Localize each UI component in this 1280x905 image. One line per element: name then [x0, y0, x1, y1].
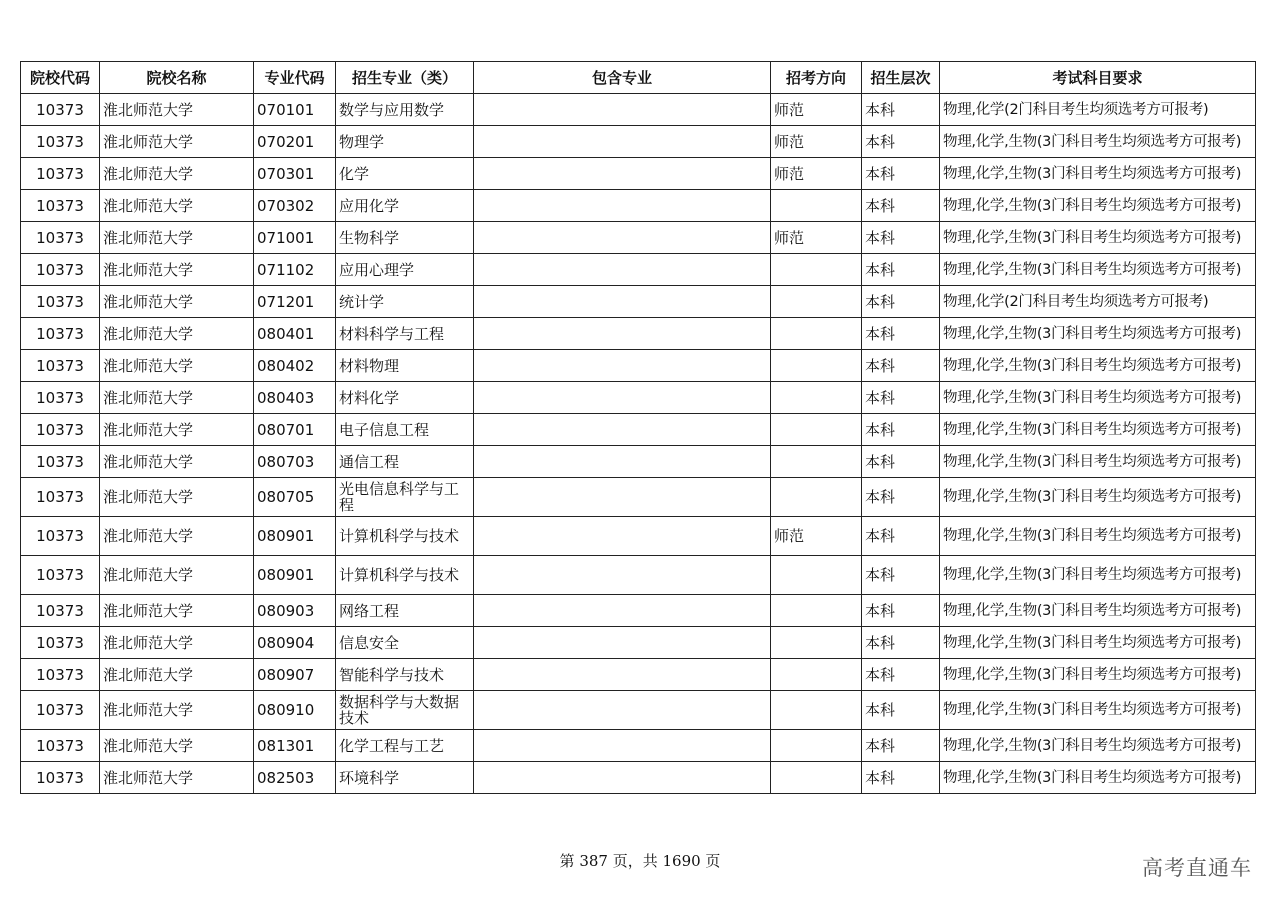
cell-requirement: 物理,化学,生物(3门科目考生均须选考方可报考): [940, 691, 1256, 730]
cell-major: 材料物理: [336, 350, 474, 382]
cell-school-code: 10373: [21, 158, 100, 190]
cell-requirement: 物理,化学,生物(3门科目考生均须选考方可报考): [940, 190, 1256, 222]
cell-level: 本科: [862, 446, 940, 478]
cell-major-code: 080904: [254, 627, 336, 659]
cell-requirement: 物理,化学,生物(3门科目考生均须选考方可报考): [940, 478, 1256, 517]
cell-direction: [771, 190, 862, 222]
header-level: 招生层次: [862, 62, 940, 94]
cell-includes: [474, 350, 771, 382]
cell-school-code: 10373: [21, 350, 100, 382]
cell-direction: [771, 254, 862, 286]
table-row: [21, 414, 1256, 446]
table-row: [21, 158, 1256, 190]
cell-school-code: 10373: [21, 414, 100, 446]
cell-level: 本科: [862, 254, 940, 286]
header-includes: 包含专业: [474, 62, 771, 94]
cell-includes: [474, 691, 771, 730]
cell-school-name: 淮北师范大学: [100, 659, 254, 691]
cell-direction: 师范: [771, 517, 862, 556]
table-row: [21, 94, 1256, 126]
cell-major: 应用心理学: [336, 254, 474, 286]
cell-includes: [474, 627, 771, 659]
cell-direction: [771, 627, 862, 659]
cell-includes: [474, 382, 771, 414]
cell-major-code: 080907: [254, 659, 336, 691]
cell-major-code: 071001: [254, 222, 336, 254]
cell-requirement: 物理,化学,生物(3门科目考生均须选考方可报考): [940, 318, 1256, 350]
table-row: [21, 627, 1256, 659]
cell-school-name: 淮北师范大学: [100, 318, 254, 350]
cell-requirement: 物理,化学,生物(3门科目考生均须选考方可报考): [940, 222, 1256, 254]
cell-school-name: 淮北师范大学: [100, 254, 254, 286]
table-row: [21, 190, 1256, 222]
table-row: [21, 556, 1256, 595]
cell-major: 通信工程: [336, 446, 474, 478]
cell-major: 材料化学: [336, 382, 474, 414]
table-row: [21, 446, 1256, 478]
cell-major: 光电信息科学与工程: [336, 478, 474, 517]
cell-direction: [771, 446, 862, 478]
cell-direction: [771, 762, 862, 794]
cell-school-code: 10373: [21, 595, 100, 627]
cell-major-code: 070302: [254, 190, 336, 222]
header-row: [21, 62, 1256, 94]
cell-major-code: 080403: [254, 382, 336, 414]
cell-level: 本科: [862, 158, 940, 190]
table-body: [21, 94, 1256, 794]
cell-requirement: 物理,化学,生物(3门科目考生均须选考方可报考): [940, 126, 1256, 158]
cell-school-code: 10373: [21, 478, 100, 517]
cell-major: 网络工程: [336, 595, 474, 627]
cell-major: 智能科学与技术: [336, 659, 474, 691]
cell-requirement: 物理,化学,生物(3门科目考生均须选考方可报考): [940, 595, 1256, 627]
cell-school-name: 淮北师范大学: [100, 556, 254, 595]
cell-includes: [474, 478, 771, 517]
cell-includes: [474, 158, 771, 190]
cell-major-code: 070101: [254, 94, 336, 126]
cell-major: 计算机科学与技术: [336, 517, 474, 556]
cell-school-code: 10373: [21, 222, 100, 254]
cell-major-code: 080703: [254, 446, 336, 478]
header-direction: 招考方向: [771, 62, 862, 94]
admissions-table: [20, 61, 1256, 794]
cell-school-code: 10373: [21, 627, 100, 659]
cell-school-code: 10373: [21, 517, 100, 556]
cell-major: 物理学: [336, 126, 474, 158]
cell-direction: [771, 382, 862, 414]
cell-includes: [474, 318, 771, 350]
cell-major: 化学: [336, 158, 474, 190]
cell-level: 本科: [862, 318, 940, 350]
header-major-code: 专业代码: [254, 62, 336, 94]
cell-direction: [771, 730, 862, 762]
header-school-name: 院校名称: [100, 62, 254, 94]
cell-requirement: 物理,化学,生物(3门科目考生均须选考方可报考): [940, 158, 1256, 190]
cell-school-code: 10373: [21, 556, 100, 595]
cell-school-name: 淮北师范大学: [100, 478, 254, 517]
cell-requirement: 物理,化学,生物(3门科目考生均须选考方可报考): [940, 350, 1256, 382]
cell-major: 环境科学: [336, 762, 474, 794]
cell-requirement: 物理,化学,生物(3门科目考生均须选考方可报考): [940, 254, 1256, 286]
cell-major-code: 082503: [254, 762, 336, 794]
cell-school-name: 淮北师范大学: [100, 350, 254, 382]
cell-school-code: 10373: [21, 126, 100, 158]
cell-school-name: 淮北师范大学: [100, 414, 254, 446]
cell-major-code: 080903: [254, 595, 336, 627]
table-row: [21, 126, 1256, 158]
cell-includes: [474, 286, 771, 318]
cell-major: 化学工程与工艺: [336, 730, 474, 762]
cell-requirement: 物理,化学,生物(3门科目考生均须选考方可报考): [940, 556, 1256, 595]
cell-major-code: 070201: [254, 126, 336, 158]
cell-requirement: 物理,化学,生物(3门科目考生均须选考方可报考): [940, 762, 1256, 794]
table-row: [21, 478, 1256, 517]
cell-school-name: 淮北师范大学: [100, 222, 254, 254]
cell-level: 本科: [862, 730, 940, 762]
cell-major: 材料科学与工程: [336, 318, 474, 350]
cell-includes: [474, 254, 771, 286]
header-major: 招生专业（类）: [336, 62, 474, 94]
cell-school-name: 淮北师范大学: [100, 730, 254, 762]
cell-requirement: 物理,化学,生物(3门科目考生均须选考方可报考): [940, 659, 1256, 691]
cell-major: 电子信息工程: [336, 414, 474, 446]
cell-school-name: 淮北师范大学: [100, 190, 254, 222]
cell-major: 信息安全: [336, 627, 474, 659]
cell-major-code: 071201: [254, 286, 336, 318]
table-row: [21, 286, 1256, 318]
cell-direction: [771, 286, 862, 318]
cell-level: 本科: [862, 350, 940, 382]
cell-direction: [771, 659, 862, 691]
cell-requirement: 物理,化学,生物(3门科目考生均须选考方可报考): [940, 382, 1256, 414]
table-row: [21, 350, 1256, 382]
cell-includes: [474, 762, 771, 794]
cell-major-code: 080701: [254, 414, 336, 446]
cell-direction: [771, 318, 862, 350]
cell-school-name: 淮北师范大学: [100, 627, 254, 659]
cell-includes: [474, 446, 771, 478]
cell-school-name: 淮北师范大学: [100, 158, 254, 190]
cell-includes: [474, 94, 771, 126]
cell-school-code: 10373: [21, 762, 100, 794]
cell-school-code: 10373: [21, 190, 100, 222]
cell-direction: [771, 414, 862, 446]
cell-includes: [474, 414, 771, 446]
page-number: 第 387 页，共 1690 页: [559, 852, 721, 870]
table-row: [21, 382, 1256, 414]
cell-direction: [771, 556, 862, 595]
cell-requirement: 物理,化学,生物(3门科目考生均须选考方可报考): [940, 517, 1256, 556]
cell-level: 本科: [862, 190, 940, 222]
table-row: [21, 730, 1256, 762]
cell-level: 本科: [862, 556, 940, 595]
cell-major: 数学与应用数学: [336, 94, 474, 126]
cell-major: 统计学: [336, 286, 474, 318]
cell-school-name: 淮北师范大学: [100, 517, 254, 556]
cell-major-code: 081301: [254, 730, 336, 762]
cell-major-code: 080401: [254, 318, 336, 350]
table-row: [21, 762, 1256, 794]
cell-major: 计算机科学与技术: [336, 556, 474, 595]
table-row: [21, 517, 1256, 556]
cell-school-code: 10373: [21, 318, 100, 350]
cell-major: 生物科学: [336, 222, 474, 254]
cell-school-code: 10373: [21, 286, 100, 318]
cell-major-code: 080705: [254, 478, 336, 517]
cell-level: 本科: [862, 691, 940, 730]
cell-school-name: 淮北师范大学: [100, 382, 254, 414]
cell-direction: 师范: [771, 94, 862, 126]
cell-school-name: 淮北师范大学: [100, 446, 254, 478]
cell-major-code: 080402: [254, 350, 336, 382]
cell-requirement: 物理,化学(2门科目考生均须选考方可报考): [940, 286, 1256, 318]
cell-includes: [474, 659, 771, 691]
cell-includes: [474, 595, 771, 627]
table-row: [21, 318, 1256, 350]
cell-level: 本科: [862, 478, 940, 517]
cell-includes: [474, 222, 771, 254]
cell-level: 本科: [862, 94, 940, 126]
cell-includes: [474, 730, 771, 762]
cell-includes: [474, 126, 771, 158]
cell-school-code: 10373: [21, 659, 100, 691]
cell-level: 本科: [862, 222, 940, 254]
cell-school-name: 淮北师范大学: [100, 286, 254, 318]
cell-direction: [771, 350, 862, 382]
cell-requirement: 物理,化学(2门科目考生均须选考方可报考): [940, 94, 1256, 126]
cell-includes: [474, 517, 771, 556]
cell-requirement: 物理,化学,生物(3门科目考生均须选考方可报考): [940, 730, 1256, 762]
cell-level: 本科: [862, 126, 940, 158]
cell-school-code: 10373: [21, 730, 100, 762]
cell-school-code: 10373: [21, 691, 100, 730]
cell-level: 本科: [862, 659, 940, 691]
header-requirement: 考试科目要求: [940, 62, 1256, 94]
cell-major: 数据科学与大数据技术: [336, 691, 474, 730]
cell-level: 本科: [862, 762, 940, 794]
cell-includes: [474, 190, 771, 222]
cell-school-name: 淮北师范大学: [100, 94, 254, 126]
cell-direction: [771, 595, 862, 627]
table-row: [21, 595, 1256, 627]
cell-level: 本科: [862, 595, 940, 627]
watermark: 高考直通车: [1142, 856, 1252, 880]
table-row: [21, 659, 1256, 691]
cell-direction: [771, 478, 862, 517]
cell-direction: 师范: [771, 126, 862, 158]
cell-school-name: 淮北师范大学: [100, 595, 254, 627]
cell-school-code: 10373: [21, 94, 100, 126]
cell-direction: 师范: [771, 158, 862, 190]
table-row: [21, 254, 1256, 286]
cell-direction: [771, 691, 862, 730]
cell-school-name: 淮北师范大学: [100, 126, 254, 158]
cell-school-code: 10373: [21, 254, 100, 286]
cell-level: 本科: [862, 627, 940, 659]
table-row: [21, 222, 1256, 254]
cell-major-code: 071102: [254, 254, 336, 286]
cell-major-code: 070301: [254, 158, 336, 190]
cell-school-code: 10373: [21, 446, 100, 478]
cell-level: 本科: [862, 286, 940, 318]
cell-level: 本科: [862, 382, 940, 414]
cell-major: 应用化学: [336, 190, 474, 222]
cell-requirement: 物理,化学,生物(3门科目考生均须选考方可报考): [940, 627, 1256, 659]
cell-requirement: 物理,化学,生物(3门科目考生均须选考方可报考): [940, 446, 1256, 478]
cell-school-name: 淮北师范大学: [100, 762, 254, 794]
cell-school-name: 淮北师范大学: [100, 691, 254, 730]
cell-level: 本科: [862, 517, 940, 556]
cell-direction: 师范: [771, 222, 862, 254]
table-row: [21, 691, 1256, 730]
cell-level: 本科: [862, 414, 940, 446]
cell-major-code: 080910: [254, 691, 336, 730]
cell-includes: [474, 556, 771, 595]
cell-requirement: 物理,化学,生物(3门科目考生均须选考方可报考): [940, 414, 1256, 446]
cell-major-code: 080901: [254, 556, 336, 595]
cell-major-code: 080901: [254, 517, 336, 556]
cell-school-code: 10373: [21, 382, 100, 414]
header-school-code: 院校代码: [21, 62, 100, 94]
